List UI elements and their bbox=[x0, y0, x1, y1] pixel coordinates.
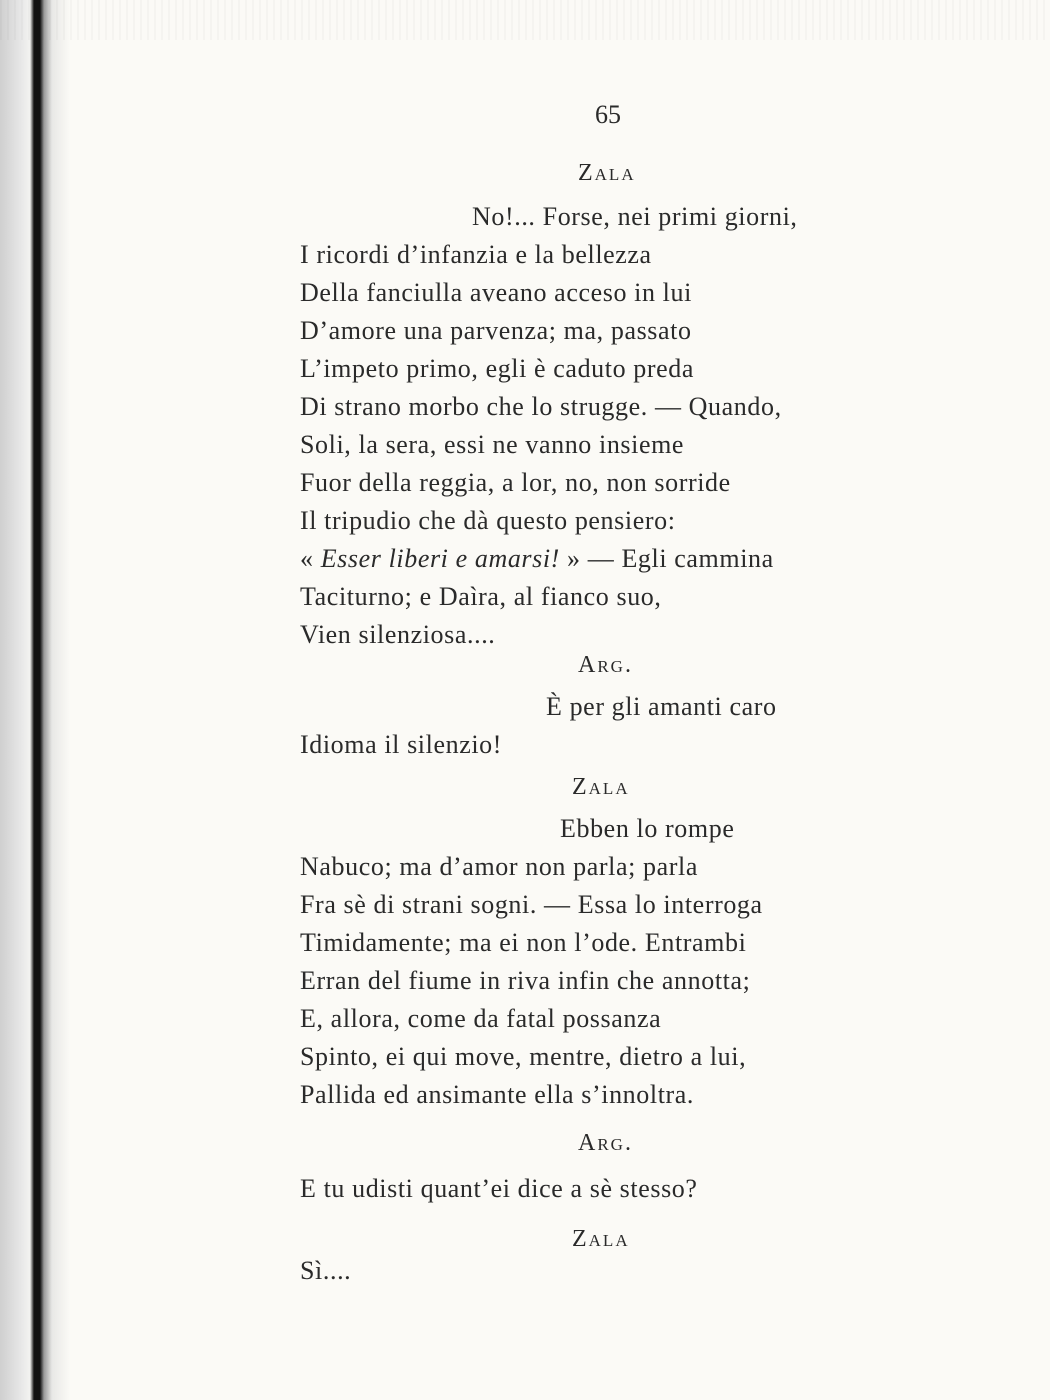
quote-open: « bbox=[300, 544, 321, 573]
verse-line: Ebben lo rompe bbox=[560, 814, 735, 843]
speaker-label: Arg. bbox=[578, 652, 633, 678]
verse-line: Vien silenziosa.... bbox=[300, 620, 496, 649]
book-binding-edge bbox=[0, 0, 70, 1400]
speaker-label: Arg. bbox=[578, 1130, 633, 1156]
verse-line: Della fanciulla aveano acceso in lui bbox=[300, 278, 692, 307]
verse-line: È per gli amanti caro bbox=[546, 692, 777, 721]
verse-line: Spinto, ei qui move, mentre, dietro a lui, bbox=[300, 1042, 747, 1071]
verse-line: Sì.... bbox=[300, 1256, 352, 1285]
verse-line: Pallida ed ansimante ella s’innoltra. bbox=[300, 1080, 695, 1109]
speaker-label: Zala bbox=[572, 774, 630, 800]
verse-line-quote bbox=[300, 544, 774, 574]
verse-line: Il tripudio che dà questo pensiero: bbox=[300, 506, 676, 535]
speaker-label: Zala bbox=[578, 160, 636, 186]
verse-line: Timidamente; ma ei non l’ode. Entrambi bbox=[300, 928, 747, 957]
quote-close: » — Egli cammina bbox=[559, 544, 774, 573]
verse-line: L’impeto primo, egli è caduto preda bbox=[300, 354, 695, 383]
verse-line: Nabuco; ma d’amor non parla; parla bbox=[300, 852, 698, 881]
verse-line: E tu udisti quant’ei dice a sè stesso? bbox=[300, 1174, 698, 1203]
verse-line: Idioma il silenzio! bbox=[300, 730, 503, 759]
verse-line: Fra sè di strani sogni. — Essa lo interroga bbox=[300, 890, 763, 919]
speaker-label: Zala bbox=[572, 1226, 630, 1252]
verse-line: D’amore una parvenza; ma, passato bbox=[300, 316, 692, 345]
verse-line: Fuor della reggia, a lor, no, non sorride bbox=[300, 468, 731, 497]
verse-line: Taciturno; e Daìra, al fianco suo, bbox=[300, 582, 662, 611]
verse-line: I ricordi d’infanzia e la bellezza bbox=[300, 240, 652, 269]
paper-texture bbox=[0, 0, 1050, 40]
page-number: 65 bbox=[595, 100, 621, 129]
verse-line: Di strano morbo che lo strugge. — Quando, bbox=[300, 392, 782, 421]
verse-line: E, allora, come da fatal possanza bbox=[300, 1004, 662, 1033]
verse-line: Erran del fiume in riva infin che annotta; bbox=[300, 966, 751, 995]
quote-italic: Esser liberi e amarsi! bbox=[320, 544, 560, 573]
verse-line: Soli, la sera, essi ne vanno insieme bbox=[300, 430, 685, 459]
verse-line: No!... Forse, nei primi giorni, bbox=[472, 202, 798, 231]
